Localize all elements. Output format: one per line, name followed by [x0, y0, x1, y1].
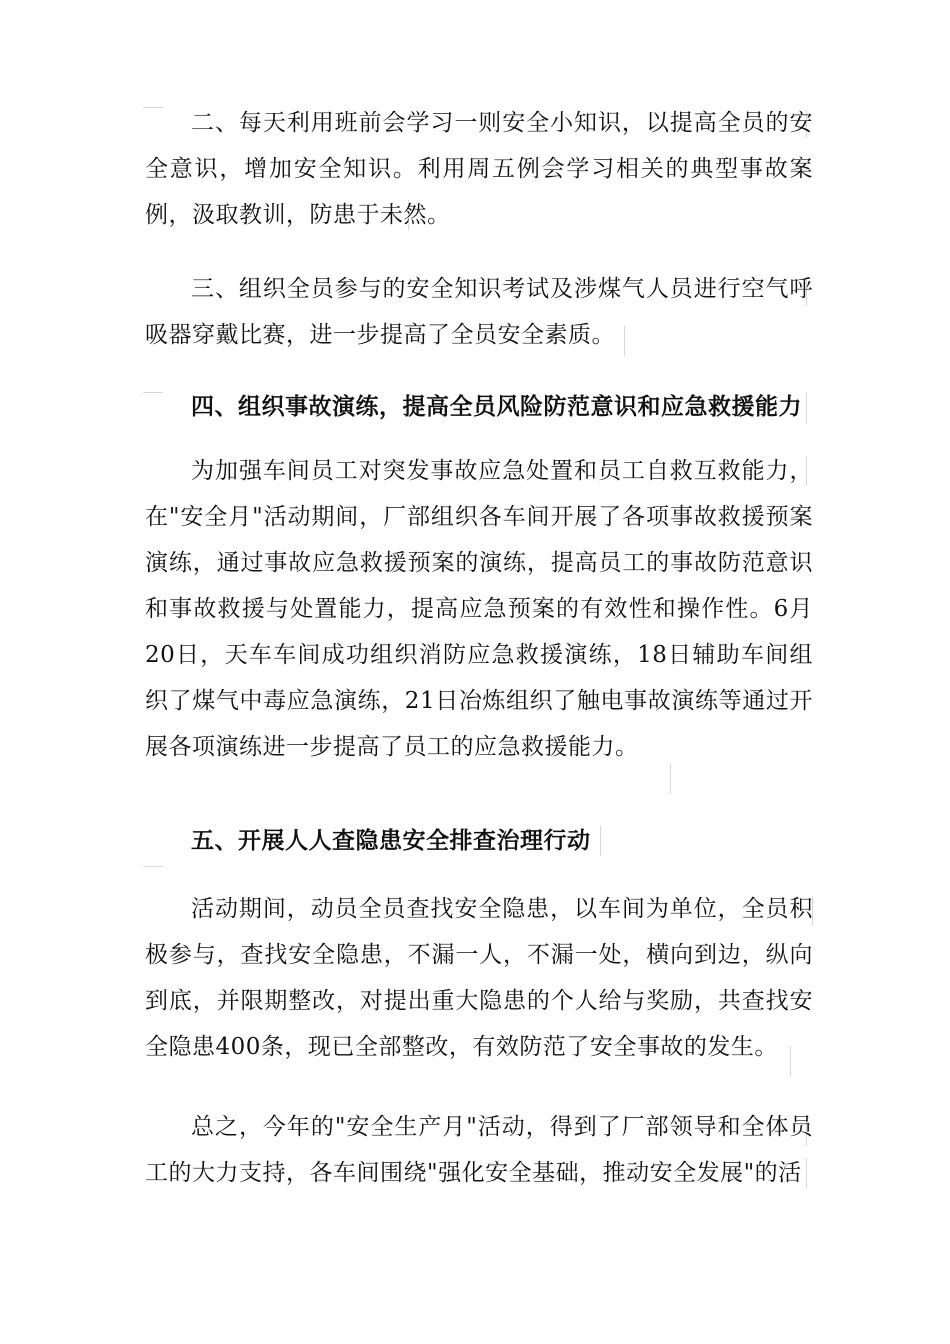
- paragraph-summary: 总之，今年的"安全生产月"活动，得到了厂部领导和全体员工的大力支持，各车间围绕"强化安全基础，推动安全发展"的活: [145, 1114, 813, 1186]
- paragraph-drill: 为加强车间员工对突发事故应急处置和员工自救互救能力，在"安全月"活动期间，厂部组织各车间开展了各项事故救援预案演练，通过事故应急救援预案的演练，提高员工的事故防范意识和事故救援与处置能力，提高应急预案的有效性和操作性。6月20日，天车车间成功组织消防应急救援演练，18日辅助车间组织了煤气中毒应急演练，21日冶炼组织了触电事故演练等通过开展各项演练进一步提高了员工的应急救援能力。: [145, 458, 813, 760]
- paragraph-three: 三、组织全员参与的安全知识考试及涉煤气人员进行空气呼吸器穿戴比赛，进一步提高了全员安全素质。: [145, 276, 813, 348]
- guide-line: [143, 866, 163, 867]
- paragraph-hazards: 活动期间，动员全员查找安全隐患，以车间为单位，全员积极参与，查找安全隐患，不漏一人，不漏一处，横向到边，纵向到底，并限期整改，对提出重大隐患的个人给与奖励，共查找安全隐患400条，现已全部整改，有效防范了安全事故的发生。: [145, 896, 813, 1060]
- paragraph-two: 二、每天利用班前会学习一则安全小知识，以提高全员的安全意识，增加安全知识。利用周五例会学习相关的典型事故案例，汲取教训，防患于未然。: [145, 110, 813, 228]
- section-heading-four: 四、组织事故演练，提高全员风险防范意识和应急救援能力: [191, 393, 802, 420]
- section-heading-five: 五、开展人人查隐患安全排查治理行动: [191, 827, 591, 854]
